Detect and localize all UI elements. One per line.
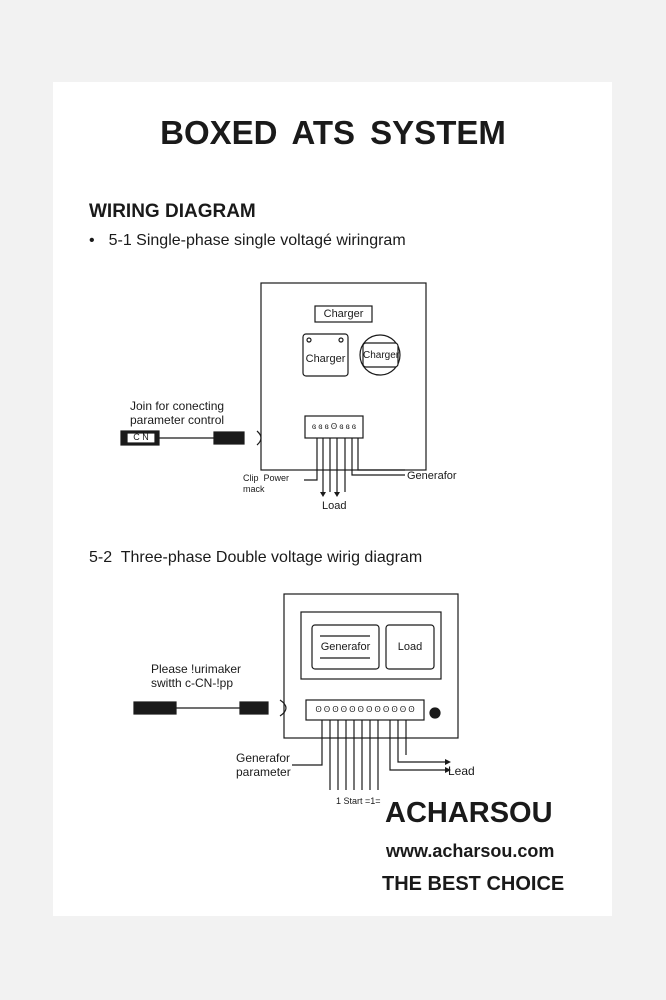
page-title: BOXED ATS SYSTEM — [160, 114, 506, 151]
wire — [292, 720, 322, 765]
diagram2-caption: 5-2 Three-phase Double voltage wirig diagram — [89, 549, 423, 566]
terminal-2-label: ʘ ʘ ʘ ʘ ʘ ʘ ʘ ʘ ʘ ʘ ʘ ʘ — [315, 705, 415, 714]
cn-label: C N — [133, 432, 149, 442]
socket-icon-2 — [280, 700, 286, 716]
load-label-1: Load — [322, 500, 347, 512]
plug-2 — [240, 702, 268, 714]
slogan: THE BEST CHOICE — [382, 873, 565, 895]
section-heading: WIRING DIAGRAM — [89, 201, 256, 222]
website-link[interactable]: www.acharsou.com — [386, 841, 555, 861]
terminal-1-label: ɞ ɞ ɞ ʘ ɞ ɞ ɞ — [312, 422, 356, 431]
charger-right-label: Charger — [363, 350, 400, 361]
brand-name: ACHARSOU — [385, 797, 553, 829]
join-label: Join for conecting parameter control — [130, 399, 225, 427]
clip-power-label: Clip Power mack — [243, 473, 290, 494]
bullet: • — [89, 232, 95, 249]
wire — [398, 720, 445, 762]
charger-left-label: Charger — [305, 353, 346, 365]
diagram1-caption-text: 5-1 Single-phase single voltagé wiringram — [108, 232, 406, 249]
please-label: Please !urimaker switth c-CN-!pp — [151, 662, 242, 690]
generator-parameter-label: Generafor parameter — [236, 751, 291, 779]
charger-top-label: Charger — [323, 308, 364, 320]
lead-label: Lead — [448, 764, 475, 778]
fuse-icon — [430, 708, 440, 718]
generator-label-1: Generafor — [407, 470, 457, 482]
generator-panel-label: Generafor — [320, 641, 371, 653]
start-label: 1 Start =1= — [336, 796, 381, 806]
cn-connector-2 — [134, 702, 176, 714]
load-panel-label: Load — [397, 641, 423, 653]
